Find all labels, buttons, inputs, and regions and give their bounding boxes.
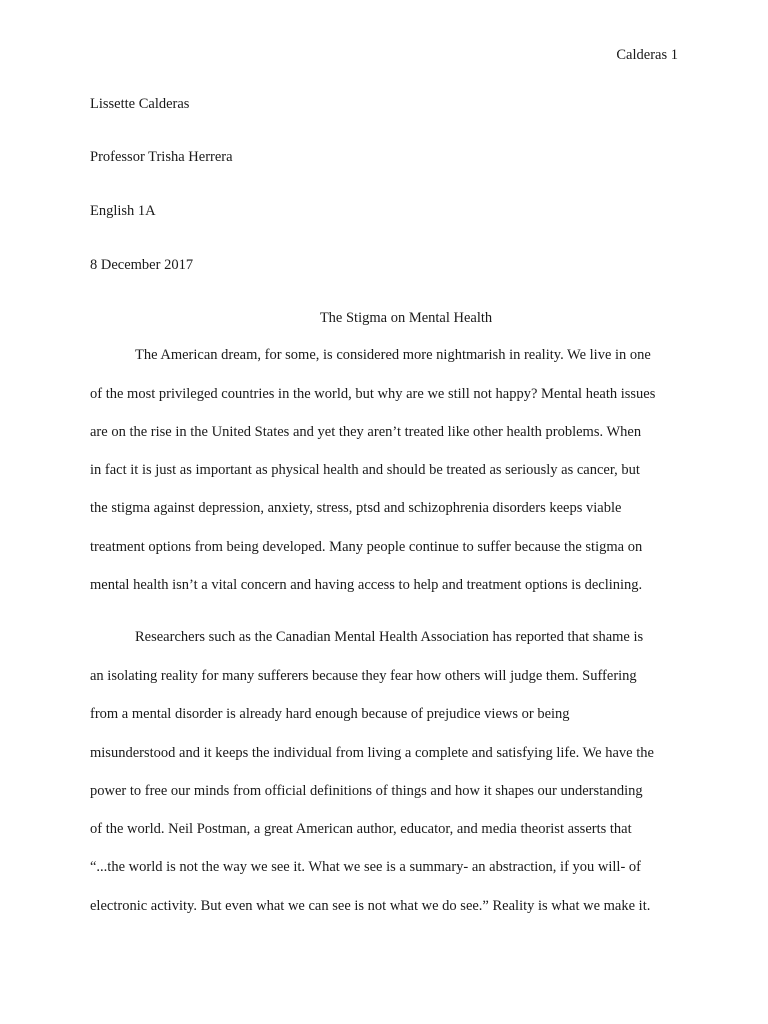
paragraph-2-line: Researchers such as the Canadian Mental Health Association has reported that shame is — [135, 629, 644, 645]
paragraph-1-line: of the most privileged countries in the world, but why are we still not happy? Mental heath issues — [90, 386, 656, 402]
paragraph-2-line: misunderstood and it keeps the individual from living a complete and satisfying life. We have the — [90, 745, 654, 761]
paragraph-1-line: the stigma against depression, anxiety, stress, ptsd and schizophrenia disorders keeps viable — [90, 500, 622, 516]
running-head: Calderas 1 — [616, 47, 678, 63]
essay-title: The Stigma on Mental Health — [319, 310, 493, 326]
author-name: Lissette Calderas — [90, 96, 190, 112]
paragraph-1-line: in fact it is just as important as physical health and should be treated as seriously as cancer, but — [90, 462, 640, 478]
professor-name: Professor Trisha Herrera — [90, 149, 233, 165]
paragraph-2-line: an isolating reality for many sufferers because they fear how others will judge them. Suffering — [90, 668, 637, 684]
document-date: 8 December 2017 — [90, 257, 194, 273]
paragraph-2-line: electronic activity. But even what we can see is not what we do see.” Reality is what we make it. — [90, 898, 651, 914]
course-name: English 1A — [90, 203, 156, 219]
paragraph-1-line: The American dream, for some, is considered more nightmarish in reality. We live in one — [135, 347, 651, 363]
paragraph-1-line: are on the rise in the United States and yet they aren’t treated like other health problems. When — [90, 424, 642, 440]
paragraph-2-line: power to free our minds from official definitions of things and how it shapes our understanding — [90, 783, 643, 799]
paragraph-2-line: from a mental disorder is already hard enough because of prejudice views or being — [90, 706, 570, 722]
paragraph-2-line: of the world. Neil Postman, a great American author, educator, and media theorist asserts that — [90, 821, 632, 837]
paragraph-1-line: mental health isn’t a vital concern and having access to help and treatment options is declining. — [90, 577, 643, 593]
paragraph-2-line: “...the world is not the way we see it. What we see is a summary- an abstraction, if you will- of — [90, 859, 641, 875]
paragraph-1-line: treatment options from being developed. Many people continue to suffer because the stigma on — [90, 539, 643, 555]
